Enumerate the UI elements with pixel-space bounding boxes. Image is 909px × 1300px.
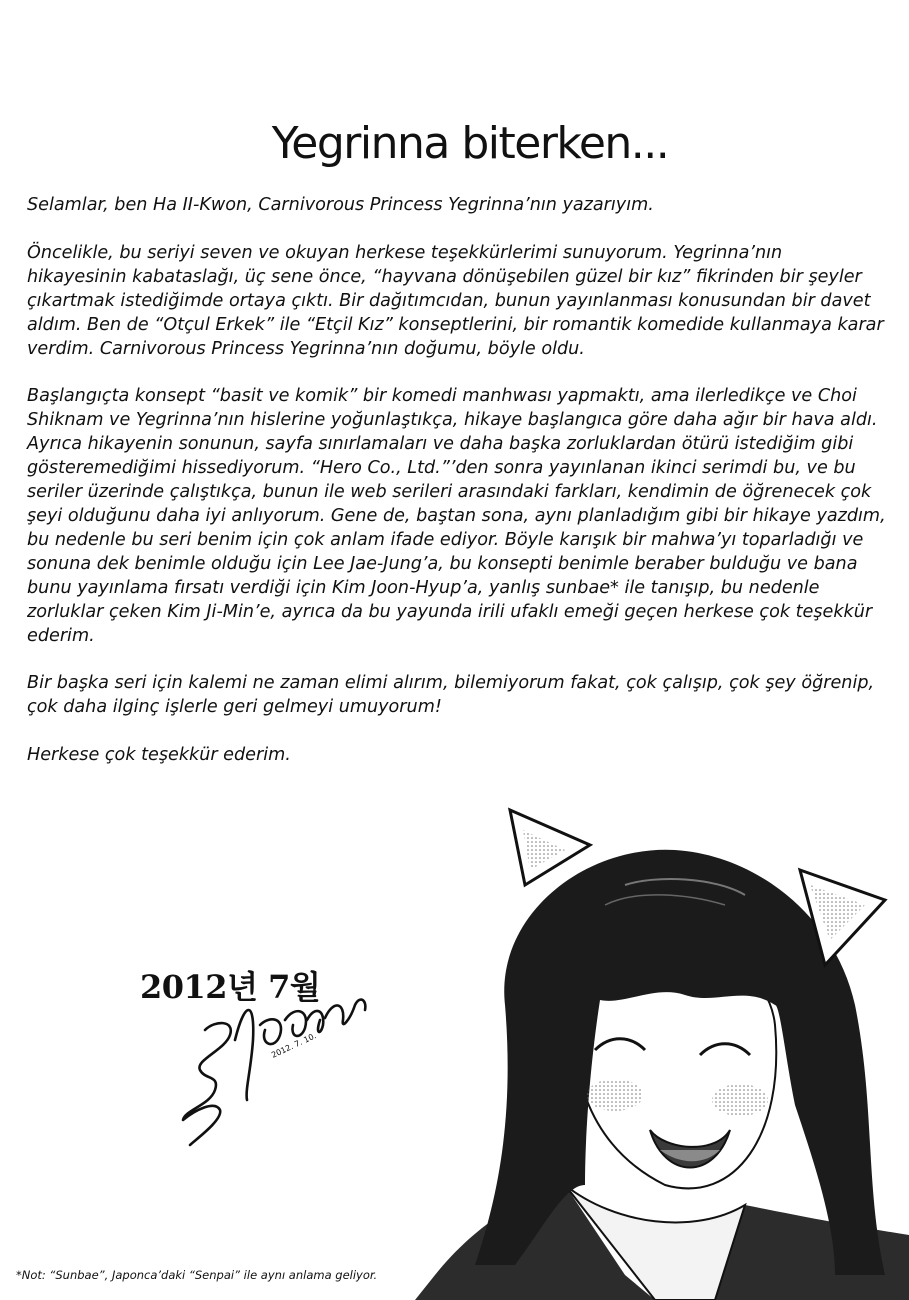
catgirl-illustration [415,805,909,1300]
paragraph-thanks: Herkese çok teşekkür ederim. [27,745,291,766]
page-title: Yegrinna biterken... [271,118,669,169]
footnote: *Not: “Sunbae”, Japonca’daki “Senpai” ile aynı anlama geliyor. [16,1268,378,1282]
paragraph-origin: Öncelikle, bu seriyi seven ve okuyan herkese teşekkürlerimi sunuyorum. Yegrinna’nın hikayesinin kabataslağı, üç sene önce, “hayvana dönüşebilen güzel bir kız” fikrinden bir şeyler çıkartmak istediğimde ortaya çıktı. Bir dağıtımcıdan, bunun yayınlanması konusundan bir davet aldım. Ben de “Otçul Erkek” ile “Etçil Kız” konseptlerini, bir romantik komedide kullanmaya karar verdim. Carnivorous Princess Yegrinna’nın doğumu, böyle oldu. [27,242,884,359]
date-stamp: 2012년 7월 [140,968,321,1006]
paragraph-future: Bir başka seri için kalemi ne zaman elimi alırım, bilemiyorum fakat, çok çalışıp, çok şey öğrenip, çok daha ilginç işlerle geri gelmeyi umuyorum! [27,673,875,718]
afterword-body [27,194,887,792]
author-signature [175,980,385,1160]
paragraph-greeting: Selamlar, ben Ha II-Kwon, Carnivorous Princess Yegrinna’nın yazarıyım. [27,195,654,215]
paragraph-development: Başlangıçta konsept “basit ve komik” bir komedi manhwası yapmaktı, ama ilerledikçe ve Choi Shiknam ve Yegrinna’nın hislerine yoğunlaştıkça, hikaye başlangıca göre daha ağır bir hava aldı. Ayrıca hikayenin sonunun, sayfa sınırlamaları ve daha başka zorluklardan ötürü istediğim gibi gösteremediğimi hissediyorum. “Hero Co., Ltd.”’den sonra yayınlanan ikinci serimdi bu, ve bu seriler üzerinde çalıştıkça, bunun ile web serileri arasındaki farkları, kendimin de öğrenecek çok şeyi olduğunu daha iyi anlıyorum. Gene de, baştan sona, aynı planladığım gibi bir hikaye yazdım, bu nedenle bu seri benim için çok anlam ifade ediyor. Böyle karışık bir mahwa’yı toparladığı ve sonuna dek benimle olduğu için Lee Jae-Jung’a, bu konsepti benimle beraber bulduğu ve bana bunu yayınlama fırsatı verdiği için Kim Joon-Hyup’a, yanlış sunbae* ile tanışıp, bu nedenle zorluklar çeken Kim Ji-Min’e, ayrıca da bu yayunda irili ufaklı emeği geçen herkese çok teşekkür ederim. [27,386,886,646]
signature-date: 2012. 7. 10. [270,1031,318,1060]
